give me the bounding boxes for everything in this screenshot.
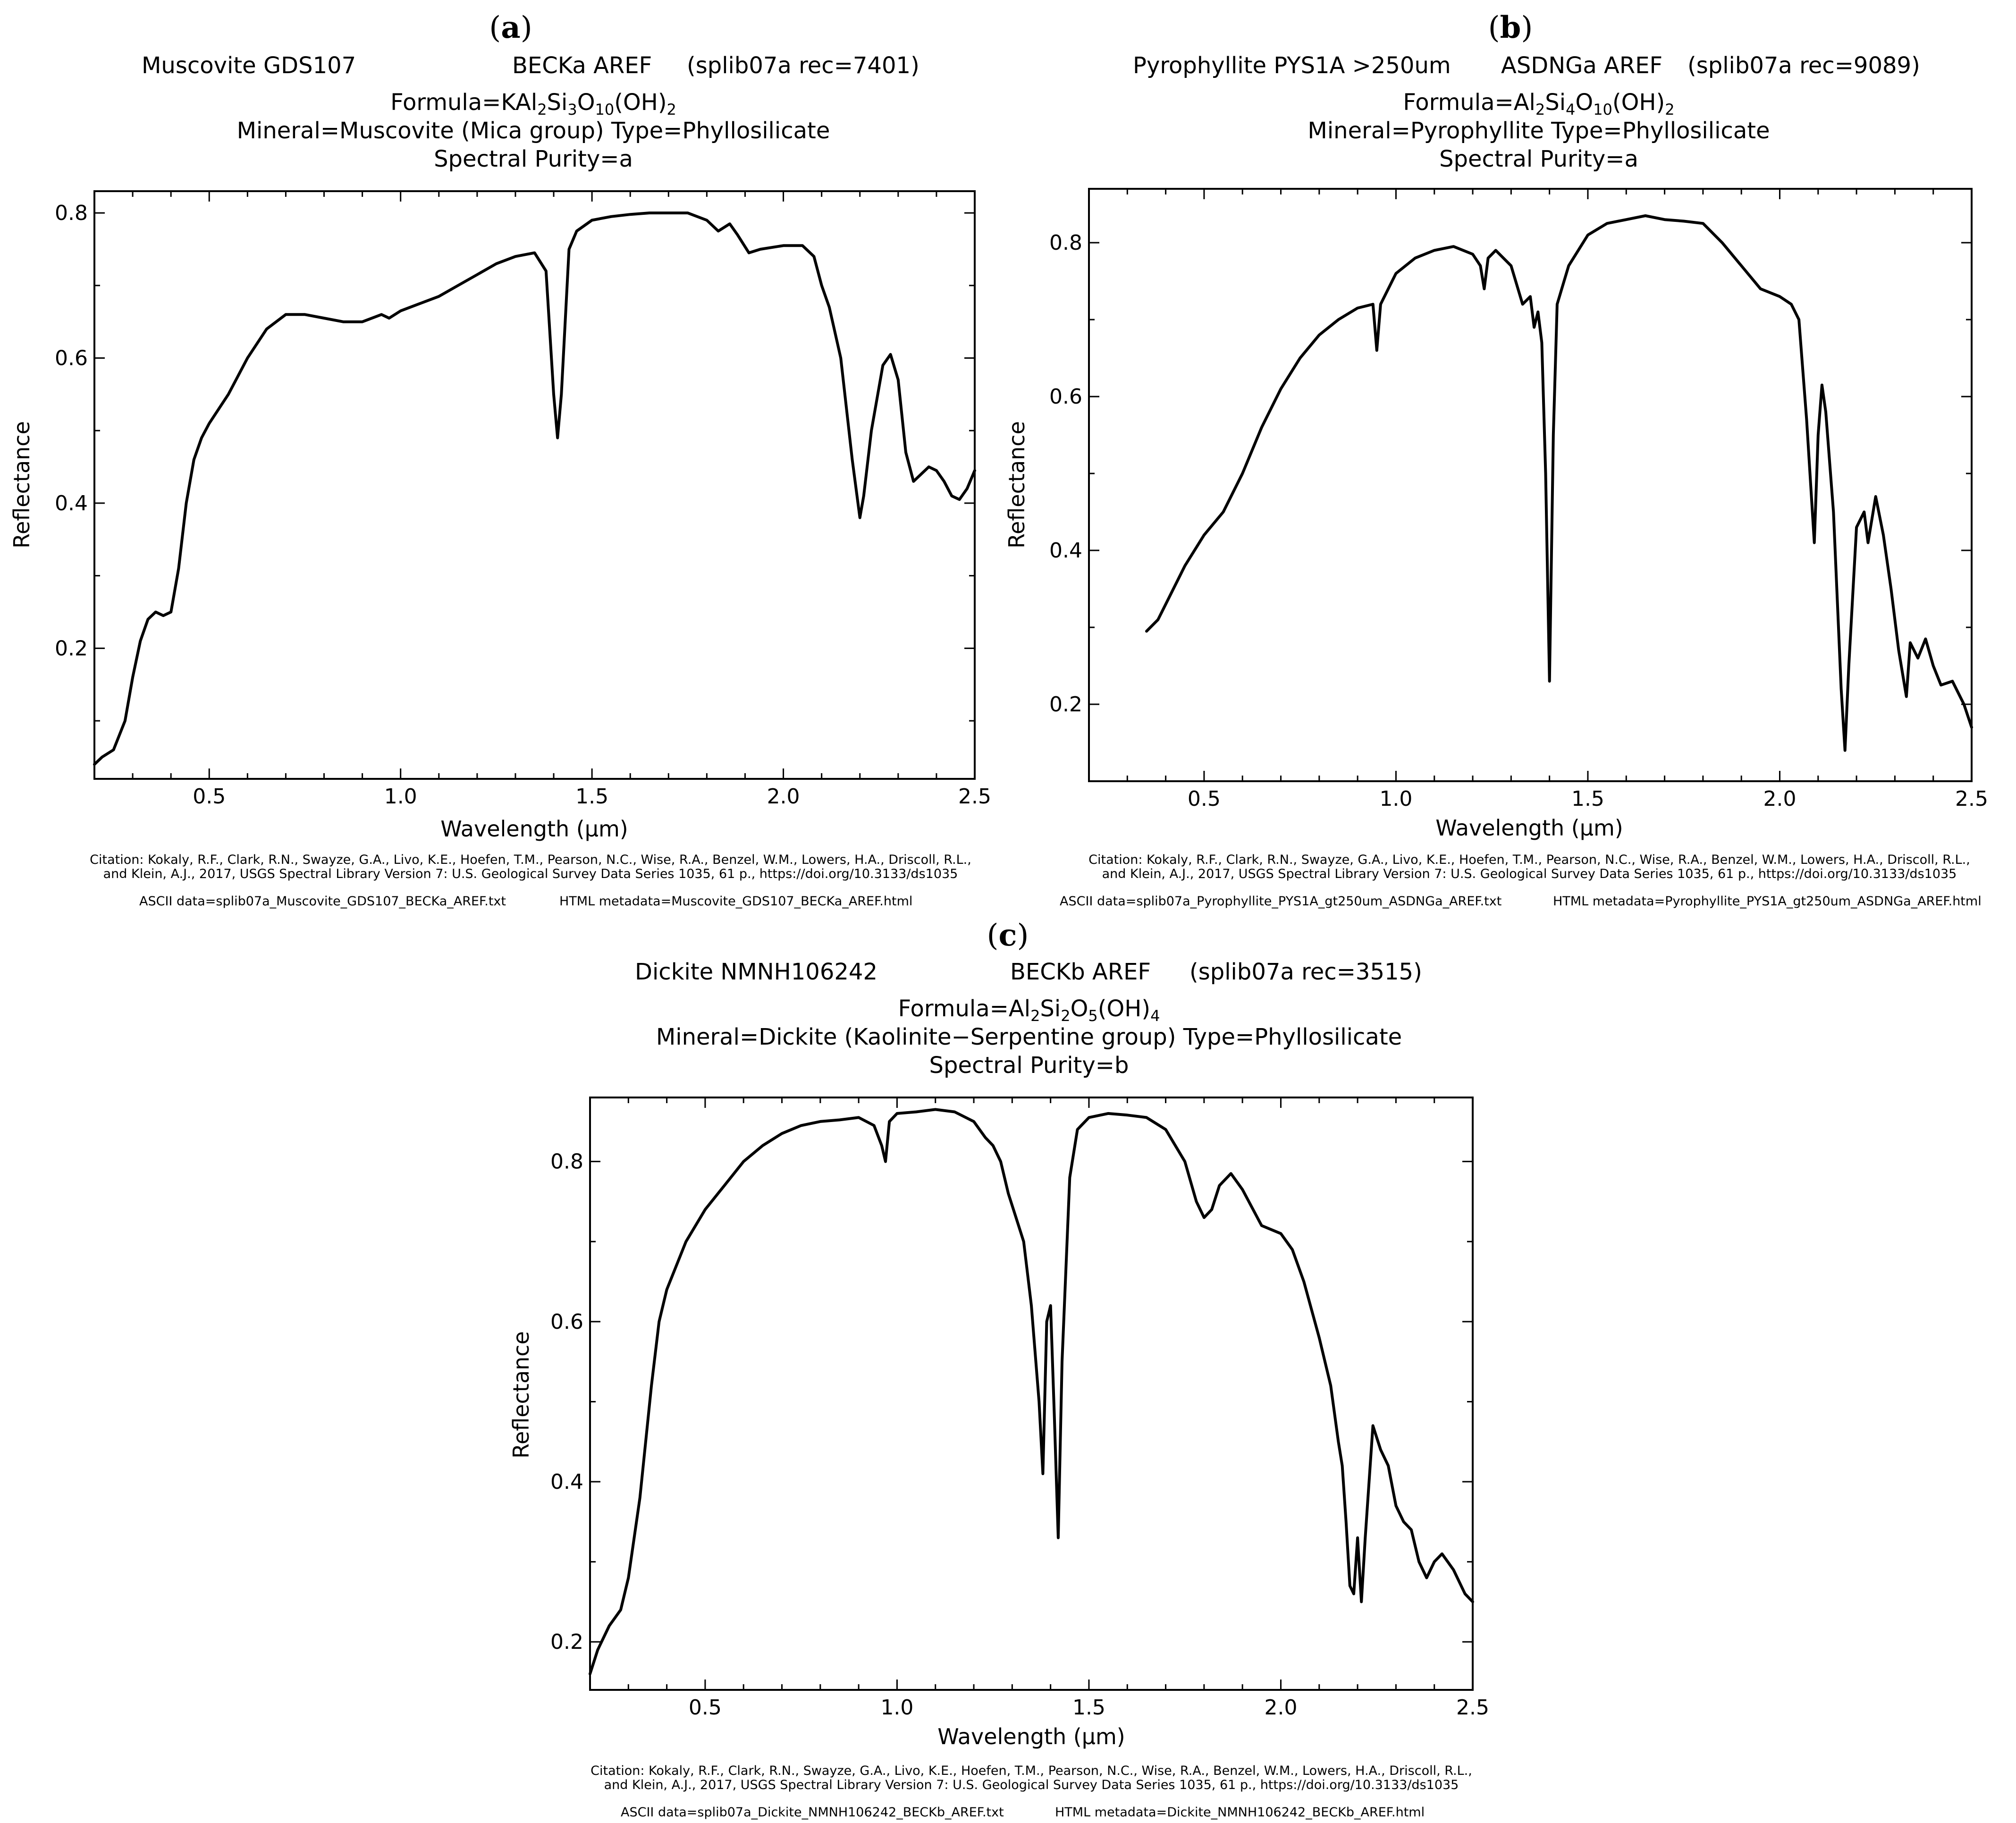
html-metadata-file: HTML metadata=Muscovite_GDS107_BECKa_AREF.html (559, 894, 913, 909)
sample-name: Dickite NMNH106242 (635, 959, 877, 985)
panel-letter-c: (c) (987, 918, 1029, 953)
formula (1403, 89, 1674, 118)
panel-letter-a-value: a (501, 10, 521, 45)
x-tick-label: 1.5 (575, 785, 609, 809)
mineral-type-line: Mineral=Muscovite (Mica group) Type=Phyllosilicate (236, 118, 830, 144)
formula-text: (OH) (1612, 89, 1665, 116)
x-tick-label: 2.5 (1955, 787, 1988, 811)
formula-subscript: 10 (595, 101, 615, 118)
y-axis-label: Reflectance (508, 1331, 534, 1459)
x-axis-label: Wavelength (μm) (440, 816, 628, 842)
record-id: (splib07a rec=9089) (1687, 52, 1920, 79)
spectral-purity: Spectral Purity=a (434, 146, 633, 172)
formula-subscript: 2 (1061, 1007, 1071, 1025)
formula (390, 89, 676, 118)
spectral-purity: Spectral Purity=a (1439, 146, 1638, 172)
spectral-purity: Spectral Purity=b (929, 1052, 1129, 1079)
formula-subscript: 10 (1593, 101, 1612, 118)
y-tick-label: 0.4 (55, 491, 88, 515)
formula-text: O (1575, 89, 1594, 116)
ascii-data-file: ASCII data=splib07a_Dickite_NMNH106242_BECKb_AREF.txt (621, 1805, 1004, 1820)
plot-area (550, 1097, 1489, 1720)
x-tick-label: 1.0 (1379, 787, 1413, 811)
formula-subscript: 3 (567, 101, 577, 118)
y-tick-label: 0.6 (550, 1309, 583, 1334)
mineral-type-line: Mineral=Pyrophyllite Type=Phyllosilicate (1307, 118, 1770, 144)
plot-area (1049, 189, 1988, 811)
panel-letter-c-value: c (998, 918, 1017, 953)
formula-text: Formula=KAl (390, 89, 538, 116)
mineral-type-line: Mineral=Dickite (Kaolinite−Serpentine group) Type=Phyllosilicate (656, 1024, 1402, 1050)
record-id: (splib07a rec=3515) (1189, 959, 1422, 985)
x-tick-label: 1.0 (384, 785, 417, 809)
citation-line-2: and Klein, A.J., 2017, USGS Spectral Library Version 7: U.S. Geological Survey Data Series 1035, 61 p., https://doi.org/10.3133/ds1035 (1102, 867, 1957, 881)
formula (898, 996, 1160, 1025)
plot-frame (1089, 189, 1972, 781)
citation-line-2: and Klein, A.J., 2017, USGS Spectral Library Version 7: U.S. Geological Survey Data Series 1035, 61 p., https://doi.org/10.3133/ds1035 (604, 1778, 1459, 1792)
ascii-data-file: ASCII data=splib07a_Pyrophyllite_PYS1A_gt250um_ASDNGa_AREF.txt (1060, 894, 1502, 909)
formula-subscript: 4 (1150, 1007, 1160, 1025)
formula-subscript: 4 (1566, 101, 1576, 118)
x-axis-label: Wavelength (μm) (1435, 815, 1623, 841)
instrument-name: BECKb AREF (1010, 959, 1151, 985)
panel-letter-a: (a) (489, 10, 532, 45)
y-tick-label: 0.2 (550, 1630, 583, 1654)
y-tick-label: 0.6 (1049, 385, 1082, 409)
panel-b (1004, 10, 1988, 909)
instrument-name: ASDNGa AREF (1501, 52, 1663, 79)
ascii-data-file: ASCII data=splib07a_Muscovite_GDS107_BECKa_AREF.txt (139, 894, 506, 909)
y-tick-label: 0.4 (1049, 539, 1082, 563)
reflectance-curve (590, 1109, 1473, 1674)
citation-line-1: Citation: Kokaly, R.F., Clark, R.N., Swayze, G.A., Livo, K.E., Hoefen, T.M., Pearson, N.C., Wise, R.A., Benzel, W.M., Lowers, H.A., Driscoll, R.L., (590, 1764, 1472, 1778)
formula-text: Formula=Al (1403, 89, 1535, 116)
formula-text: Si (1040, 996, 1061, 1022)
sample-name: Pyrophyllite PYS1A >250um (1133, 52, 1451, 79)
citation-line-2: and Klein, A.J., 2017, USGS Spectral Library Version 7: U.S. Geological Survey Data Series 1035, 61 p., https://doi.org/10.3133/ds1035 (103, 867, 958, 881)
x-tick-label: 1.0 (880, 1696, 914, 1720)
formula-subscript: 2 (1665, 101, 1675, 118)
x-tick-label: 2.0 (1763, 787, 1797, 811)
y-axis-label: Reflectance (9, 421, 34, 549)
y-tick-label: 0.4 (550, 1470, 583, 1494)
panel-a (9, 10, 991, 909)
citation-line-1: Citation: Kokaly, R.F., Clark, R.N., Swayze, G.A., Livo, K.E., Hoefen, T.M., Pearson, N.C., Wise, R.A., Benzel, W.M., Lowers, H.A., Driscoll, R.L., (1088, 852, 1970, 867)
x-axis-label: Wavelength (μm) (937, 1724, 1125, 1749)
x-tick-label: 2.5 (1456, 1696, 1489, 1720)
panel-c (508, 918, 1489, 1820)
panel-letter-b-value: b (1500, 10, 1521, 45)
html-metadata-file: HTML metadata=Dickite_NMNH106242_BECKb_AREF.html (1055, 1805, 1425, 1820)
x-tick-label: 1.5 (1072, 1696, 1105, 1720)
x-tick-label: 0.5 (1187, 787, 1221, 811)
formula-text: Si (547, 89, 568, 116)
sample-name: Muscovite GDS107 (142, 52, 356, 79)
y-tick-label: 0.6 (55, 346, 88, 371)
formula-text: O (1070, 996, 1088, 1022)
y-tick-label: 0.2 (55, 636, 88, 661)
ticks (550, 1097, 1489, 1720)
instrument-name: BECKa AREF (512, 52, 652, 79)
panel-letter-b: (b) (1488, 10, 1533, 45)
reflectance-curve (94, 213, 975, 764)
record-id: (splib07a rec=7401) (687, 52, 919, 79)
formula-text: O (577, 89, 595, 116)
formula-subscript: 2 (1535, 101, 1545, 118)
formula-text: (OH) (1097, 996, 1151, 1022)
y-tick-label: 0.8 (1049, 231, 1082, 255)
y-axis-label: Reflectance (1004, 421, 1029, 549)
ticks (55, 191, 991, 809)
x-tick-label: 1.5 (1571, 787, 1604, 811)
formula-text: Si (1545, 89, 1566, 116)
x-tick-label: 0.5 (193, 785, 226, 809)
formula-subscript: 2 (666, 101, 676, 118)
reflectance-curve (1147, 216, 1972, 751)
citation-line-1: Citation: Kokaly, R.F., Clark, R.N., Swayze, G.A., Livo, K.E., Hoefen, T.M., Pearson, N.C., Wise, R.A., Benzel, W.M., Lowers, H.A., Driscoll, R.L., (90, 852, 971, 867)
formula-text: Formula=Al (898, 996, 1031, 1022)
plot-frame (94, 191, 975, 779)
formula-subscript: 2 (1030, 1007, 1040, 1025)
x-tick-label: 2.0 (767, 785, 800, 809)
formula-subscript: 2 (537, 101, 547, 118)
formula-text: (OH) (614, 89, 667, 116)
y-tick-label: 0.8 (55, 201, 88, 226)
x-tick-label: 0.5 (688, 1696, 722, 1720)
plot-area (55, 191, 991, 809)
y-tick-label: 0.2 (1049, 692, 1082, 717)
formula-subscript: 5 (1088, 1007, 1098, 1025)
html-metadata-file: HTML metadata=Pyrophyllite_PYS1A_gt250um_ASDNGa_AREF.html (1553, 894, 1982, 909)
x-tick-label: 2.5 (958, 785, 991, 809)
x-tick-label: 2.0 (1264, 1696, 1298, 1720)
y-tick-label: 0.8 (550, 1149, 583, 1174)
